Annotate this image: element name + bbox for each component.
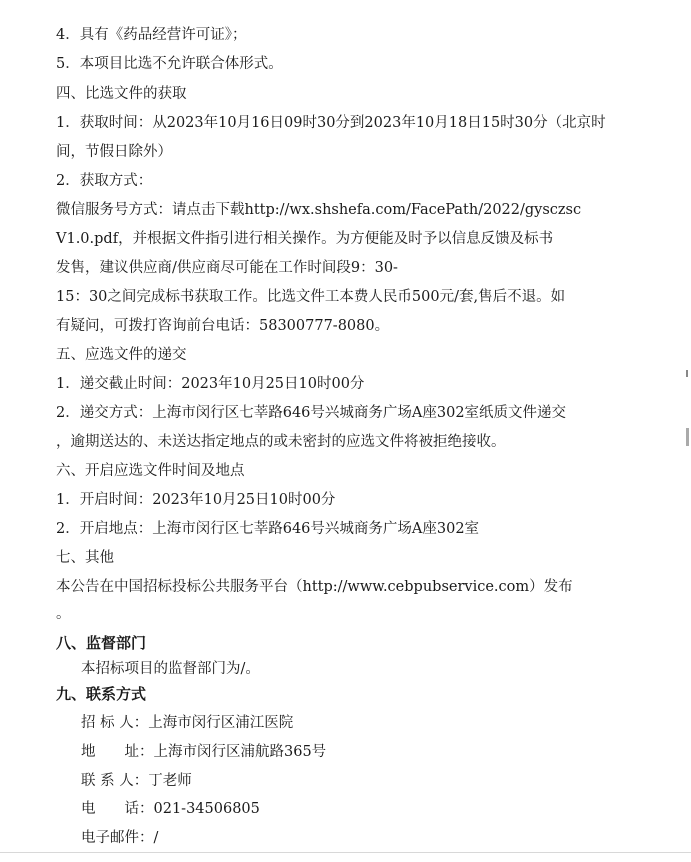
section-heading-9: 九、联系方式 xyxy=(56,685,147,703)
publication-line-1: 本公告在中国招标投标公共服务平台（http://www.cebpubservice.com）发布 xyxy=(56,579,573,595)
submit-method-line-2: ，逾期送达的、未送达指定地点的或未密封的应选文件将被拒绝接收。 xyxy=(56,434,506,450)
supervision-text: 本招标项目的监督部门为/。 xyxy=(81,661,260,677)
section-heading-7: 七、其他 xyxy=(56,550,114,566)
submit-deadline: 1．递交截止时间：2023年10月25日10时00分 xyxy=(56,376,365,392)
open-time: 1．开启时间：2023年10月25日10时00分 xyxy=(56,492,336,508)
contact-email: 电子邮件：/ xyxy=(81,830,159,846)
submit-method-line-1: 2．递交方式：上海市闵行区七莘路646号兴城商务广场A座302室纸质文件递交 xyxy=(56,405,567,421)
section-heading-5: 五、应选文件的递交 xyxy=(56,347,187,363)
section-heading-6: 六、开启应选文件时间及地点 xyxy=(56,463,245,479)
obtain-time-line-2: 间，节假日除外） xyxy=(56,144,172,160)
page-bottom-edge xyxy=(0,852,691,853)
scan-edge-mark xyxy=(686,370,688,377)
contact-person: 联 系 人：丁老师 xyxy=(81,773,192,789)
requirement-5: 5．本项目比选不允许联合体形式。 xyxy=(56,56,283,72)
obtain-method-line-3: 发售，建议供应商/供应商尽可能在工作时间段9：30- xyxy=(56,260,398,276)
obtain-method-line-5: 有疑问，可拨打咨询前台电话：58300777-8080。 xyxy=(56,318,390,334)
publication-line-2: 。 xyxy=(56,606,71,622)
obtain-time-line-1: 1．获取时间：从2023年10月16日09时30分到2023年10月18日15时30分（北京时 xyxy=(56,115,606,131)
obtain-method-line-4: 15：30之间完成标书获取工作。比选文件工本费人民币500元/套,售后不退。如 xyxy=(56,289,566,305)
obtain-method-label: 2．获取方式： xyxy=(56,173,153,189)
contact-phone: 电 话：021-34506805 xyxy=(81,801,260,817)
contact-tenderer: 招 标 人：上海市闵行区浦江医院 xyxy=(81,715,294,731)
section-heading-8: 八、监督部门 xyxy=(56,634,147,652)
obtain-method-line-2: V1.0.pdf，并根据文件指引进行相关操作。为方便能及时予以信息反馈及标书 xyxy=(56,231,554,247)
scan-edge-mark xyxy=(686,428,689,446)
obtain-method-line-1: 微信服务号方式：请点击下载http://wx.shshefa.com/FacePath/2022/gysczsc xyxy=(56,202,582,218)
section-heading-4: 四、比选文件的获取 xyxy=(56,86,187,102)
requirement-4: 4．具有《药品经营许可证》； xyxy=(56,27,247,43)
contact-address: 地 址：上海市闵行区浦航路365号 xyxy=(81,744,327,760)
open-location: 2．开启地点：上海市闵行区七莘路646号兴城商务广场A座302室 xyxy=(56,521,480,537)
